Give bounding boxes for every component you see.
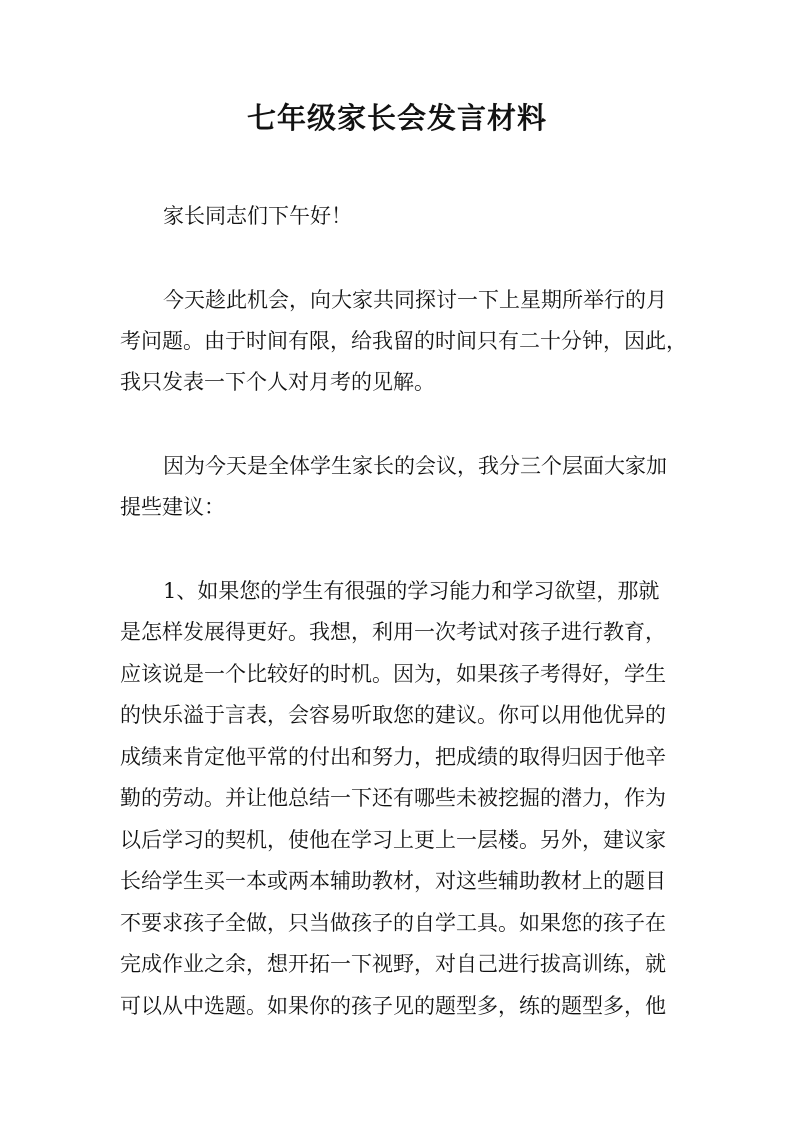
paragraph-line: 不要求孩子全做，只当做孩子的自学工具。如果您的孩子在 [120,911,666,935]
paragraph-line: 成绩来肯定他平常的付出和努力，把成绩的取得归因于他辛 [120,745,666,769]
paragraph-line: 应该说是一个比较好的时机。因为，如果孩子考得好，学生 [120,662,666,686]
paragraph-line: 提些建议： [120,495,225,519]
paragraph-line: 1、如果您的学生有很强的学习能力和学习欲望，那就 [163,579,660,603]
paragraph-line: 的快乐溢于言表，会容易听取您的建议。你可以用他优异的 [120,703,666,727]
paragraph-line: 可以从中选题。如果你的孩子见的题型多，练的题型多，他 [120,994,666,1018]
paragraph-line: 以后学习的契机，使他在学习上更上一层楼。另外，建议家 [120,828,666,852]
paragraph-line: 考问题。由于时间有限，给我留的时间只有二十分钟，因此， [120,329,687,353]
paragraph-line: 长给学生买一本或两本辅助教材，对这些辅助教材上的题目 [120,869,666,893]
paragraph-line: 勤的劳动。并让他总结一下还有哪些未被挖掘的潜力，作为 [120,786,666,810]
paragraph-line: 今天趁此机会，向大家共同探讨一下上星期所举行的月 [163,288,667,312]
paragraph-line: 完成作业之余，想开拓一下视野，对自己进行拔高训练，就 [120,952,666,976]
greeting-line: 家长同志们下午好！ [163,204,352,228]
paragraph-line: 因为今天是全体学生家长的会议，我分三个层面大家加 [163,454,667,478]
paragraph-line: 是怎样发展得更好。我想，利用一次考试对孩子进行教育， [120,620,666,644]
paragraph-line: 我只发表一下个人对月考的见解。 [120,370,435,394]
document-title: 七年级家长会发言材料 [246,101,547,135]
